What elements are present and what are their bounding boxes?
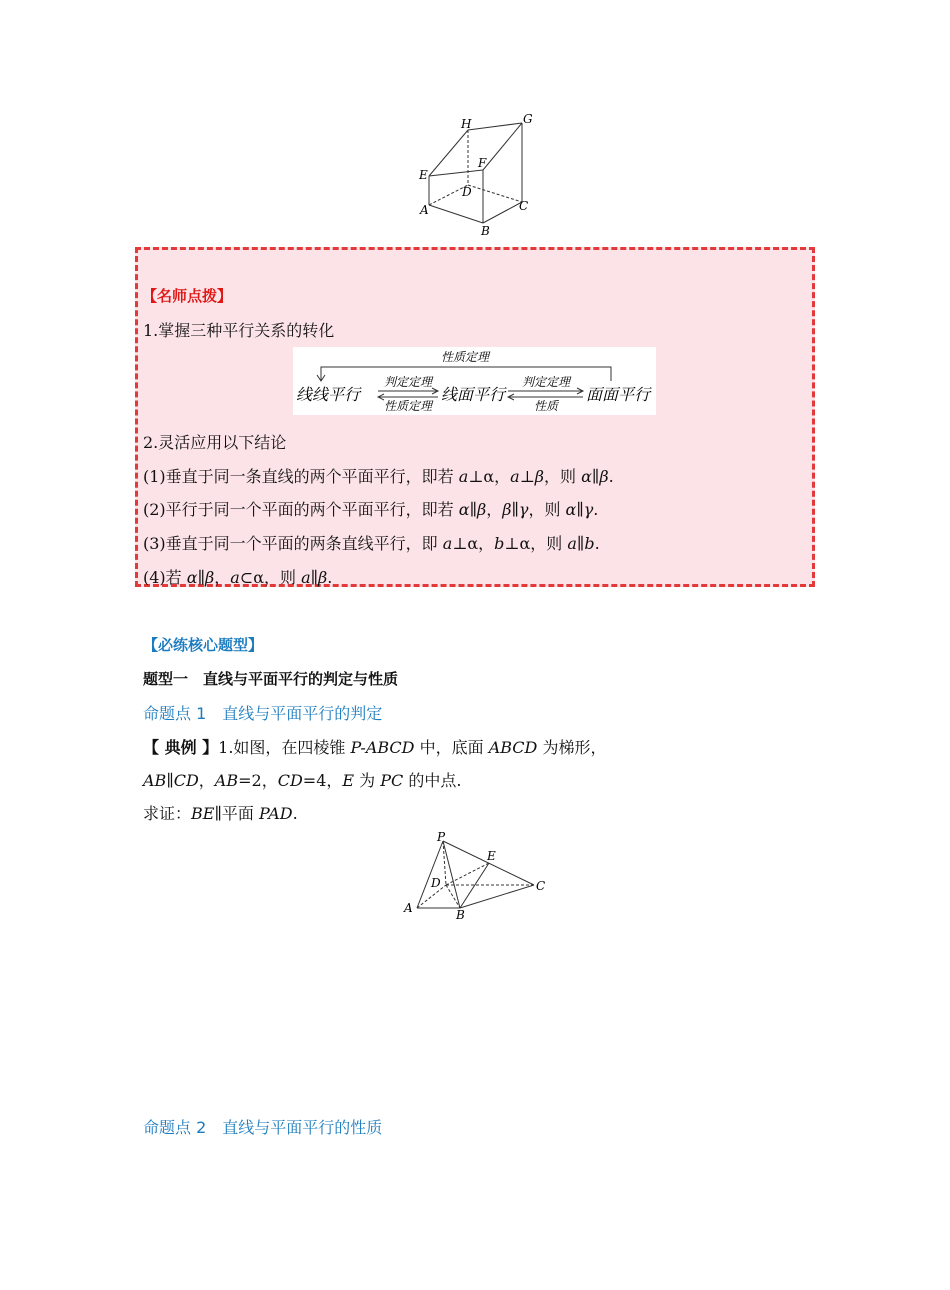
c3-math: b [584,534,595,553]
example-tag: 【 典例 】 [143,738,219,757]
question-type-1: 题型一 直线与平面平行的判定与性质 [143,670,399,688]
c2-text: ∥ [511,500,519,519]
example-text: . [292,804,298,823]
arrow1-top-label: 判定定理 [383,375,433,389]
label-D: D [431,876,441,890]
c1-math: a [458,467,469,486]
example-text: 的中点. [403,771,462,790]
c2-math: α [565,500,577,519]
c2-text: (2)平行于同一个平面的两个平面平行，即若 [143,500,459,519]
label-B: B [456,908,465,922]
c2-math: β [502,500,512,519]
c3-text: ∥ [576,534,585,553]
c1-text: ∥ [591,467,600,486]
c4-text: ∥ [310,568,319,587]
c2-math: β [476,500,487,519]
c3-math: a [567,534,577,553]
c3-text: ⊥α，则 [504,534,568,553]
example-line-2 [143,768,461,791]
conclusion-2 [143,497,598,520]
section-title: 【必练核心题型】 [143,636,264,654]
c4-math: a [230,568,240,587]
node-line-plane: 线面平行 [441,385,506,404]
arrow2-bottom-label: 性质 [533,399,559,413]
c4-text: (4)若 [143,568,187,587]
c3-math: a [442,534,453,553]
c1-text: ，则 [544,467,582,486]
tips-line2: 2.灵活应用以下结论 [143,433,287,452]
label-C: C [519,199,529,213]
parallel-relations-diagram [293,347,656,415]
tips-title: 【名师点拨】 [142,287,233,305]
example-text: =2， [238,771,278,790]
example-math: AB [143,771,167,790]
example-line-3 [143,801,298,824]
diagram-top-label: 性质定理 [440,350,490,364]
c4-text: ⊂α，则 [239,568,302,587]
example-text: =4， [302,771,343,790]
label-P: P [437,830,446,844]
label-B: B [481,224,490,238]
c1-math: α [581,467,592,486]
c4-text: . [327,568,333,587]
example-line-1 [143,735,606,758]
c4-math: β [318,568,328,587]
tips-line1: 1.掌握三种平行关系的转化 [143,321,335,340]
label-E: E [419,168,428,182]
c2-math: α [458,500,470,519]
c2-text: ∥ [469,500,477,519]
figure-prism [415,110,535,240]
example-math: CD [173,771,199,790]
example-math: ABCD [488,738,538,757]
example-text: ∥ [166,771,174,790]
c2-math: γ [518,500,529,519]
c4-text: ， [214,568,231,587]
example-text: 中，底面 [414,738,489,757]
example-text: 求证： [143,804,192,823]
proposition-point-1: 命题点 1 直线与平面平行的判定 [143,704,383,723]
c3-math: b [494,534,505,553]
node-plane-plane: 面面平行 [586,385,651,404]
example-text: 为梯形， [537,738,607,757]
c4-text: ∥ [197,568,205,587]
example-text: ， [198,771,215,790]
c2-text: . [593,500,599,519]
c1-text: . [608,467,614,486]
example-math: PAD [258,804,293,823]
c4-math: a [301,568,311,587]
example-text: 为 [354,771,381,790]
example-text: 1.如图，在四棱锥 [218,738,351,757]
label-C: C [536,879,546,893]
c2-math: γ [583,500,594,519]
arrow1-bottom-label: 性质定理 [383,399,433,413]
label-A: A [404,901,413,915]
example-math: BE [191,804,215,823]
label-F: F [478,156,487,170]
example-math: AB [214,771,239,790]
c4-math: β [204,568,215,587]
proposition-point-2: 命题点 2 直线与平面平行的性质 [143,1118,383,1137]
label-D: D [462,185,472,199]
c2-text: ，则 [528,500,566,519]
c1-text: (1)垂直于同一条直线的两个平面平行，即若 [143,467,459,486]
c4-math: α [186,568,198,587]
arrow2-top-label: 判定定理 [521,375,571,389]
c2-text: ∥ [576,500,584,519]
conclusion-4 [143,565,332,588]
c2-text: ， [486,500,503,519]
conclusion-3 [143,531,600,554]
c1-text: ⊥ [519,467,535,486]
label-A: A [420,203,429,217]
c1-text: ⊥α， [468,467,511,486]
c3-text: (3)垂直于同一个平面的两条直线平行，即 [143,534,443,553]
label-E: E [487,849,496,863]
label-H: H [461,117,472,131]
c1-math: a [510,467,520,486]
c1-math: β [599,467,609,486]
relations-svg [293,347,656,415]
c3-text: . [594,534,600,553]
c1-math: β [534,467,545,486]
c3-text: ⊥α， [452,534,495,553]
label-G: G [523,112,533,126]
figure-pyramid [400,828,560,923]
example-math: P-ABCD [350,738,415,757]
example-text: ∥平面 [214,804,259,823]
example-math: E [342,771,355,790]
conclusion-1 [143,464,614,487]
pyramid-diagram [400,828,560,923]
node-line-line: 线线平行 [296,385,361,404]
prism-diagram [415,110,535,240]
example-math: PC [380,771,404,790]
example-math: CD [277,771,303,790]
